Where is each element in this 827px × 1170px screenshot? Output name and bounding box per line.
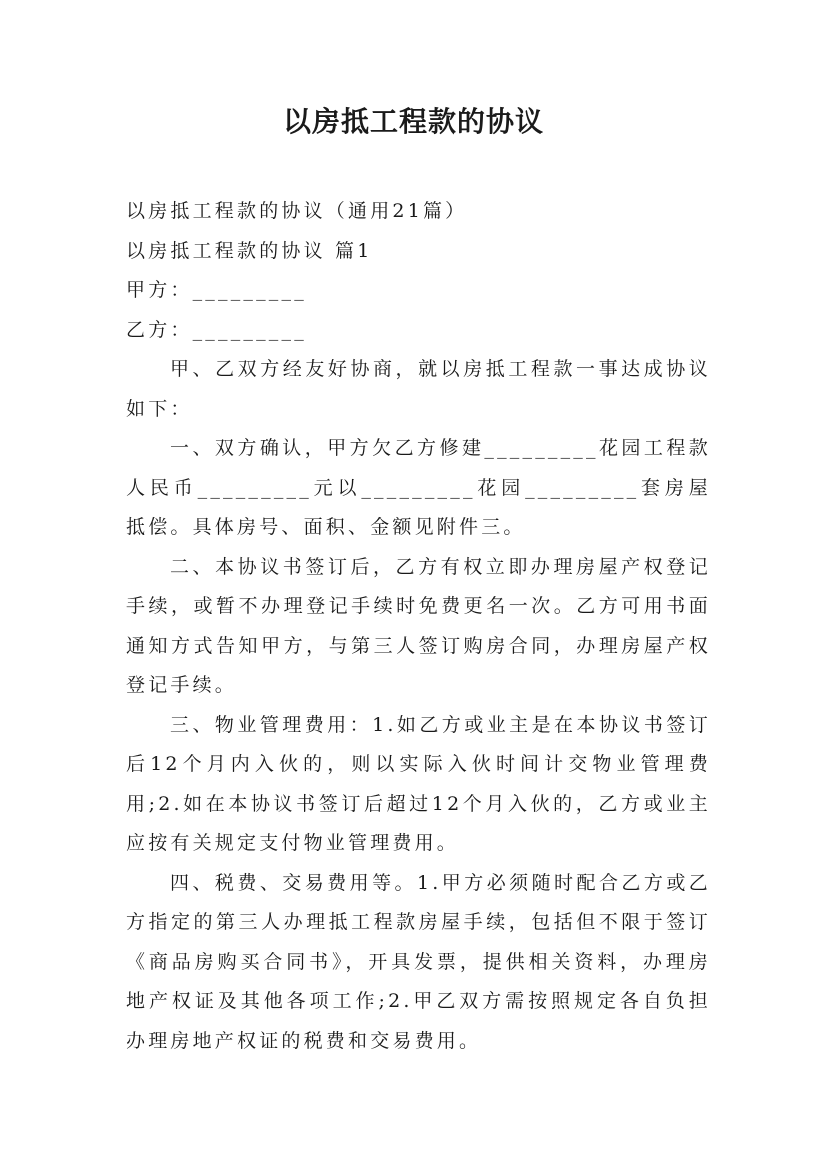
paragraph-clause-4: 四、税费、交易费用等。1.甲方必须随时配合乙方或乙方指定的第三人办理抵工程款房屋手续，包括但不限于签订《商品房购买合同书》，开具发票，提供相关资料，办理房地产权证及其他各项工作;2.甲乙双方需按照规定各自负担办理房地产权证的税费和交易费用。 — [126, 871, 711, 1052]
section-title: 以房抵工程款的协议 篇1 — [126, 239, 373, 262]
document-body — [126, 192, 711, 1061]
paragraph-intro: 甲、乙双方经友好协商，就以房抵工程款一事达成协议如下： — [126, 358, 711, 420]
party-b-line: 乙方：_________ — [126, 318, 307, 341]
document-title: 以房抵工程款的协议 — [282, 105, 544, 138]
document-subtitle: 以房抵工程款的协议（通用21篇） — [126, 200, 468, 222]
paragraph-clause-3: 三、物业管理费用：1.如乙方或业主是在本协议书签订后12个月内入伙的，则以实际入伙时间计交物业管理费用;2.如在本协议书签订后超过12个月入伙的，乙方或业主应按有关规定支付物业管理费用。 — [126, 713, 711, 854]
paragraph-clause-2: 二、本协议书签订后，乙方有权立即办理房屋产权登记手续，或暂不办理登记手续时免费更名一次。乙方可用书面通知方式告知甲方，与第三人签订购房合同，办理房屋产权登记手续。 — [126, 555, 711, 696]
party-a-line: 甲方：_________ — [126, 279, 307, 301]
paragraph-clause-1: 一、双方确认，甲方欠乙方修建_________花园工程款人民币_________元以_________花园_________套房屋抵偿。具体房号、面积、金额见附件三。 — [126, 437, 711, 538]
